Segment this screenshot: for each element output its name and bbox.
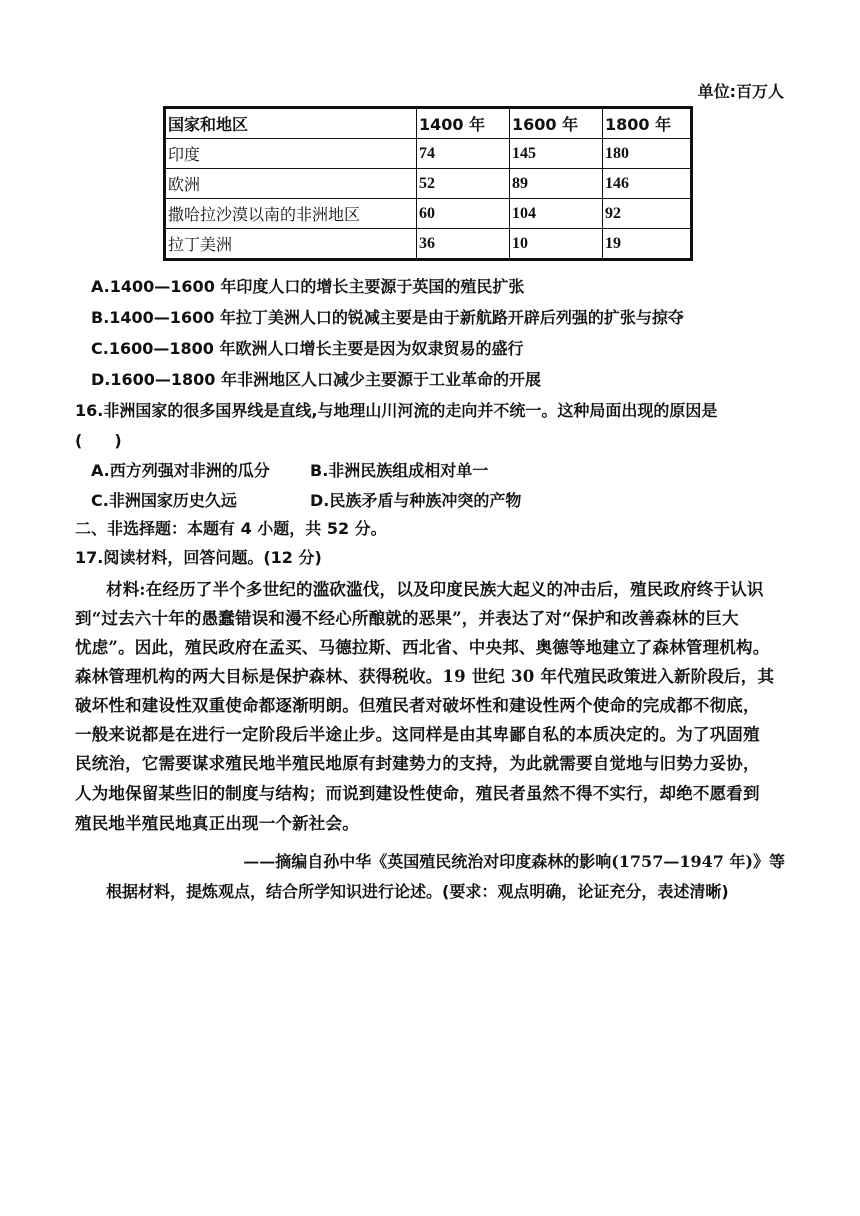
table-row — [165, 199, 692, 229]
material-line: 人为地保留某些旧的制度与结构；而说到建设性使命，殖民者虽然不得不实行，却绝不愿看到 — [75, 784, 760, 803]
table-header: 1400 年 — [417, 108, 510, 139]
table-cell: 52 — [417, 169, 510, 199]
table-cell: 60 — [417, 199, 510, 229]
table-cell-region: 印度 — [165, 139, 417, 169]
table-row — [165, 139, 692, 169]
unit-label: 单位:百万人 — [697, 82, 784, 101]
q15-option-a: A.1400—1600 年印度人口的增长主要源于英国的殖民扩张 — [91, 277, 525, 296]
q16-answer-bracket: ( ) — [75, 431, 122, 450]
table-cell: 146 — [603, 169, 692, 199]
table-cell: 145 — [510, 139, 603, 169]
q16-stem: 16.非洲国家的很多国界线是直线,与地理山川河流的走向并不统一。这种局面出现的原因是 — [75, 401, 718, 420]
material-line: 到“过去六十年的愚蠢错误和漫不经心所酿就的恶果”，并表达了对“保护和改善森林的巨大 — [75, 609, 739, 628]
q16-option-d: D.民族矛盾与种族冲突的产物 — [310, 491, 522, 510]
table-cell: 180 — [603, 139, 692, 169]
material-line: 一般来说都是在进行一定阶段后半途止步。这同样是由其卑鄙自私的本质决定的。为了巩固殖 — [75, 725, 760, 744]
table-cell: 92 — [603, 199, 692, 229]
q17-instruction: 根据材料，提炼观点，结合所学知识进行论述。(要求：观点明确，论证充分，表述清晰) — [106, 882, 729, 901]
q16-option-b: B.非洲民族组成相对单一 — [310, 461, 489, 480]
table-cell: 10 — [510, 229, 603, 260]
material-line: 殖民地半殖民地真正出现一个新社会。 — [75, 814, 359, 833]
material-source: ——摘编自孙中华《英国殖民统治对印度森林的影响(1757—1947 年)》等 — [243, 852, 785, 871]
population-table — [163, 106, 693, 261]
q16-option-a: A.西方列强对非洲的瓜分 — [91, 461, 270, 480]
table-header: 1600 年 — [510, 108, 603, 139]
table-row — [165, 169, 692, 199]
material-line: 材料:在经历了半个多世纪的滥砍滥伐，以及印度民族大起义的冲击后，殖民政府终于认识 — [106, 580, 764, 599]
q15-option-d: D.1600—1800 年非洲地区人口减少主要源于工业革命的开展 — [91, 370, 541, 389]
table-cell: 36 — [417, 229, 510, 260]
table-header: 1800 年 — [603, 108, 692, 139]
material-line: 森林管理机构的两大目标是保护森林、获得税收。19 世纪 30 年代殖民政策进入新阶段后，其 — [75, 667, 775, 686]
q15-option-c: C.1600—1800 年欧洲人口增长主要是因为奴隶贸易的盛行 — [91, 339, 524, 358]
table-cell: 89 — [510, 169, 603, 199]
table-header-row — [165, 108, 692, 139]
material-line: 破坏性和建设性双重使命都逐渐明朗。但殖民者对破坏性和建设性两个使命的完成都不彻底， — [75, 696, 760, 715]
section-title: 二、非选择题：本题有 4 小题，共 52 分。 — [75, 519, 387, 538]
q15-option-b: B.1400—1600 年拉丁美洲人口的锐减主要是由于新航路开辟后列强的扩张与掠夺 — [91, 308, 684, 327]
table-header: 国家和地区 — [165, 108, 417, 139]
q17-title: 17.阅读材料，回答问题。(12 分) — [75, 548, 322, 567]
table-row — [165, 229, 692, 260]
table-cell-region: 欧洲 — [165, 169, 417, 199]
material-line: 忧虑”。因此，殖民政府在孟买、马德拉斯、西北省、中央邦、奥德等地建立了森林管理机构。 — [75, 638, 770, 657]
q16-option-c: C.非洲国家历史久远 — [91, 491, 237, 510]
material-line: 民统治，它需要谋求殖民地半殖民地原有封建势力的支持，为此就需要自觉地与旧势力妥协， — [75, 754, 760, 773]
table-cell: 74 — [417, 139, 510, 169]
table-cell: 104 — [510, 199, 603, 229]
table-cell: 19 — [603, 229, 692, 260]
table-cell-region: 拉丁美洲 — [165, 229, 417, 260]
table-cell-region: 撒哈拉沙漠以南的非洲地区 — [165, 199, 417, 229]
